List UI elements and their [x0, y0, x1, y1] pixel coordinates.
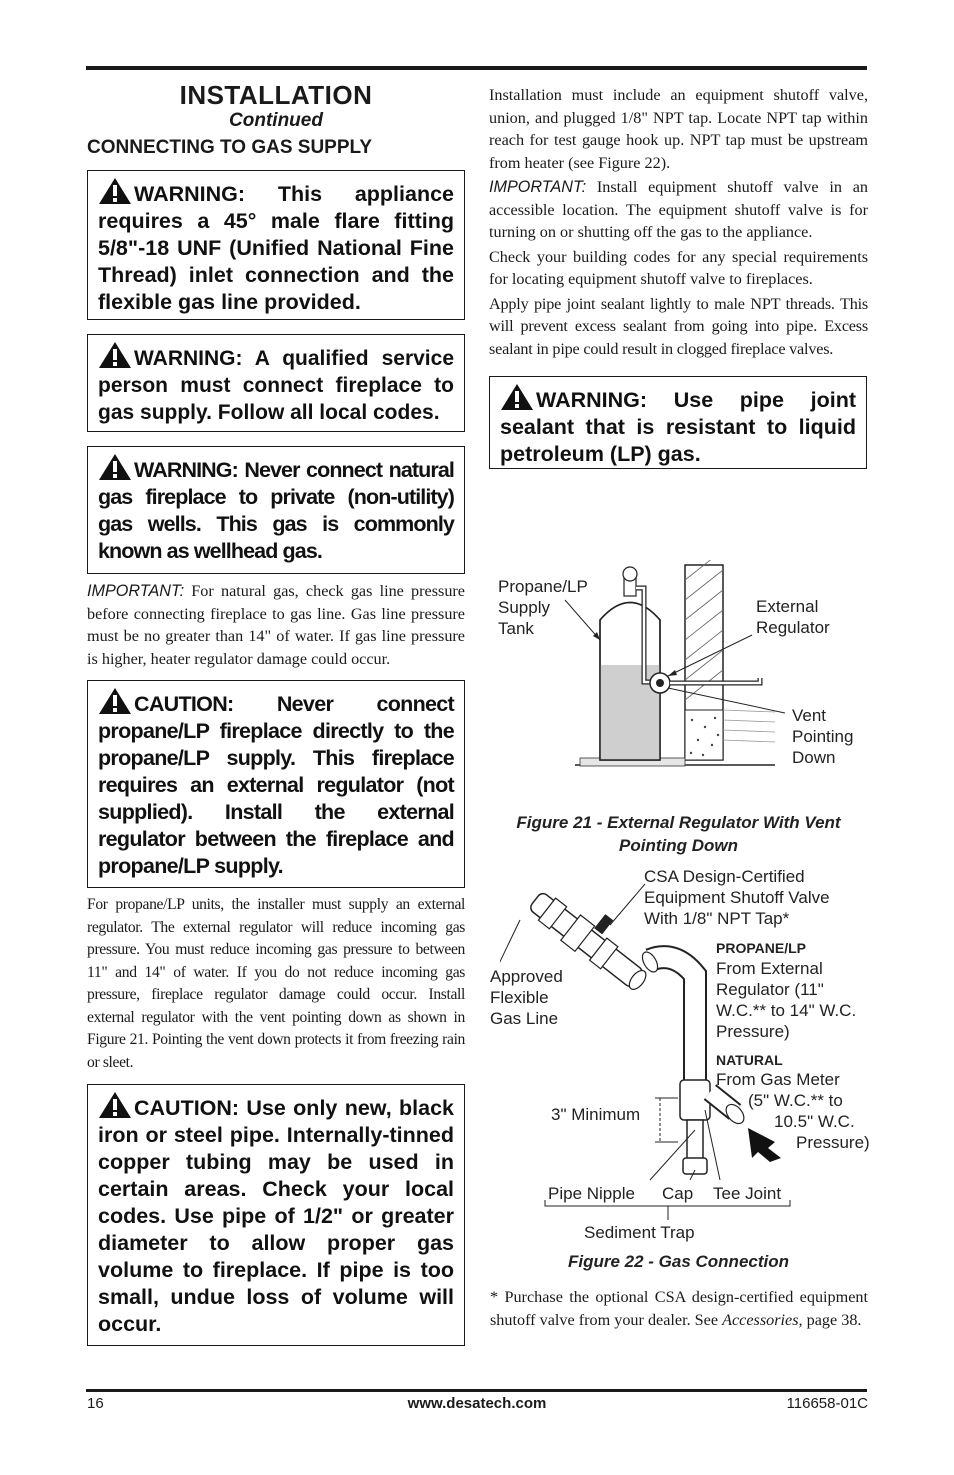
- figure-21-caption: Figure 21 - External Regulator With Vent Pointing Down: [516, 813, 841, 855]
- warning-text: WARNING: Never connect natural gas fireplace to private (non-utility) gas wells. This gas is commonly known as wellhead gas.: [98, 458, 454, 563]
- document-code: 116658-01C: [786, 1395, 868, 1412]
- important-label: IMPORTANT:: [489, 178, 587, 196]
- label-sediment-trap: Sediment Trap: [584, 1223, 695, 1242]
- label-cap: Cap: [662, 1184, 694, 1203]
- label-propane-pressure: From External Regulator (11" W.C.** to 14" W.C. Pressure): [716, 959, 857, 1041]
- label-external-regulator: External Regulator: [756, 597, 830, 637]
- label-vent-pointing-down: Vent Pointing Down: [792, 706, 854, 767]
- label-natural-heading: NATURAL: [716, 1052, 783, 1068]
- important-natural-gas: [87, 580, 465, 670]
- important-label: IMPORTANT:: [87, 582, 185, 600]
- warning-triangle-icon: [98, 341, 132, 369]
- warning-box-gas-wells: [87, 446, 465, 574]
- propane-paragraph: For propane/LP units, the installer must supply an external regulator. The external regulator will reduce incoming gas pressure. You must reduce incoming gas pressure to between 11" and 14" of water. If you do not reduce incoming gas pressure, fireplace regulator damage could occur. Install external regulator with the vent pointing down as shown in Figure 21. Pointing the vent down protects it from freezing rain or sleet.: [87, 896, 465, 1071]
- warning-box-qualified-service: [87, 334, 465, 432]
- caution-triangle-icon: [98, 1091, 132, 1119]
- label-flexible-gas-line: Approved Flexible Gas Line: [490, 967, 563, 1028]
- warning-text: WARNING: A qualified service person must connect fireplace to gas supply. Follow all local codes.: [98, 347, 454, 424]
- label-pipe-nipple: Pipe Nipple: [548, 1184, 635, 1203]
- warning-text: WARNING: Use pipe joint sealant that is resistant to liquid petroleum (LP) gas.: [500, 388, 856, 466]
- sealant-paragraph: Apply pipe joint sealant lightly to male NPT threads. This will prevent excess sealant from going into pipe. Excess sealant in pipe could result in clogged fireplace valves.: [489, 294, 868, 358]
- right-column: [489, 84, 868, 469]
- warning-triangle-icon: [98, 177, 132, 205]
- building-codes-paragraph: Check your building codes for any special requirements for locating equipment shutoff valve to fireplaces.: [489, 247, 868, 288]
- important-text: Install equipment shutoff valve in an accessible location. The equipment shutoff valve is for turning on or shutting off the gas to the appliance.: [489, 178, 868, 241]
- label-propane-heading: PROPANE/LP: [716, 940, 806, 956]
- shutoff-valve-paragraph: Installation must include an equipment shutoff valve, union, and plugged 1/8" NPT tap. Locate NPT tap within reach for test gauge hook up. NPT tap must be upstream from heater (see Figure 22).: [489, 86, 868, 172]
- warning-text: WARNING: This appliance requires a 45° male flare fitting 5/8"-18 UNF (Unified National Fine Thread) inlet connection and the flexible gas line provided.: [98, 182, 454, 314]
- caution-text: CAUTION: Use only new, black iron or steel pipe. Internally-tinned copper tubing may be used in certain areas. Check your local codes. Use pipe of 1/2" or greater diameter to allow proper gas volume to fireplace. If pipe is too small, undue loss of volume will occur.: [98, 1096, 454, 1336]
- caution-box-black-iron-pipe: [87, 1084, 465, 1346]
- footer-url[interactable]: www.desatech.com: [407, 1395, 547, 1412]
- caution-text: CAUTION: Never connect propane/LP fireplace directly to the propane/LP supply. This fireplace requires an external regulator (not supplied). Install the external regulator between the fireplace and propane/LP supply.: [98, 692, 454, 878]
- section-subtitle: Continued: [229, 110, 323, 131]
- caution-box-external-regulator: [87, 680, 465, 888]
- label-tee-joint: Tee Joint: [713, 1184, 782, 1203]
- footnote-accessories: Accessories,: [722, 1310, 803, 1329]
- warning-triangle-icon: [98, 453, 132, 481]
- top-rule: [86, 66, 867, 70]
- bottom-rule: [86, 1389, 867, 1392]
- label-propane-tank: Propane/LP Supply Tank: [498, 577, 588, 638]
- page-number: 16: [87, 1395, 104, 1412]
- figure-22-caption: Figure 22 - Gas Connection: [567, 1252, 790, 1271]
- section-title: INSTALLATION: [179, 80, 373, 110]
- left-column: [87, 80, 465, 1346]
- warning-box-sealant: [489, 376, 867, 469]
- label-natural-pressure: From Gas Meter (5" W.C.** to 10.5" W.C. Pressure): [716, 1070, 870, 1152]
- subheading: CONNECTING TO GAS SUPPLY: [87, 137, 373, 158]
- figure-21-regulator-illustration: [560, 560, 800, 780]
- label-3-inch-minimum: 3" Minimum: [551, 1105, 641, 1124]
- important-text: For natural gas, check gas line pressure before connecting fireplace to gas line. Gas line pressure must be no greater than 14" of water. If gas line pressure is higher, heater regulator damage could occur.: [87, 582, 465, 668]
- warning-triangle-icon: [500, 383, 534, 411]
- footnote: * Purchase the optional CSA design-certified equipment shutoff valve from your dealer. See Accessories, page 38.: [490, 1288, 868, 1329]
- caution-triangle-icon: [98, 687, 132, 715]
- important-shutoff: [489, 176, 868, 244]
- label-shutoff-valve: CSA Design-Certified Equipment Shutoff Valve With 1/8" NPT Tap*: [644, 867, 830, 928]
- warning-box-flare-fitting: [87, 170, 465, 320]
